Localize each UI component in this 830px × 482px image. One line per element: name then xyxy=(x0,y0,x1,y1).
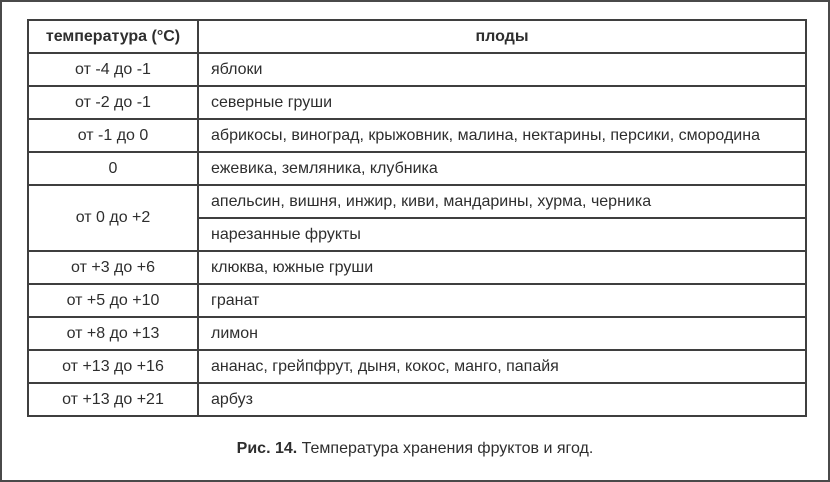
temp-cell-merged: от 0 до +2 xyxy=(28,185,198,251)
fruits-cell: ежевика, земляника, клубника xyxy=(198,152,806,185)
fruit-storage-table xyxy=(27,19,807,417)
temp-cell: от -1 до 0 xyxy=(28,119,198,152)
fruits-column-header: плоды xyxy=(198,20,806,53)
table-row xyxy=(28,53,806,86)
table-row xyxy=(28,317,806,350)
fruits-cell: северные груши xyxy=(198,86,806,119)
fruits-cell: нарезанные фрукты xyxy=(198,218,806,251)
header-row xyxy=(28,20,806,53)
temp-cell: от +5 до +10 xyxy=(28,284,198,317)
figure-caption-text: Температура хранения фруктов и ягод. xyxy=(301,440,594,457)
table-row xyxy=(28,185,806,218)
table-row xyxy=(28,86,806,119)
temp-cell: 0 xyxy=(28,152,198,185)
fruits-cell: ананас, грейпфрут, дыня, кокос, манго, папайя xyxy=(198,350,806,383)
table-row xyxy=(28,350,806,383)
fruits-cell: арбуз xyxy=(198,383,806,416)
fruits-cell: лимон xyxy=(198,317,806,350)
temp-cell: от -4 до -1 xyxy=(28,53,198,86)
figure-caption-label: Рис. 14. xyxy=(236,440,298,457)
fruits-cell: яблоки xyxy=(198,53,806,86)
temp-cell: от +8 до +13 xyxy=(28,317,198,350)
table-row xyxy=(28,152,806,185)
temp-cell: от +13 до +16 xyxy=(28,350,198,383)
table-row xyxy=(28,284,806,317)
temp-cell: от +3 до +6 xyxy=(28,251,198,284)
table-row xyxy=(28,383,806,416)
fruits-cell: абрикосы, виноград, крыжовник, малина, нектарины, персики, смородина xyxy=(198,119,806,152)
temp-cell: от -2 до -1 xyxy=(28,86,198,119)
fruits-cell: гранат xyxy=(198,284,806,317)
fruits-cell: апельсин, вишня, инжир, киви, мандарины, хурма, черника xyxy=(198,185,806,218)
table-row xyxy=(28,251,806,284)
temperature-column-header: температура (°C) xyxy=(28,20,198,53)
fruits-cell: клюква, южные груши xyxy=(198,251,806,284)
figure-caption xyxy=(2,440,828,458)
temp-cell: от +13 до +21 xyxy=(28,383,198,416)
table-row xyxy=(28,119,806,152)
